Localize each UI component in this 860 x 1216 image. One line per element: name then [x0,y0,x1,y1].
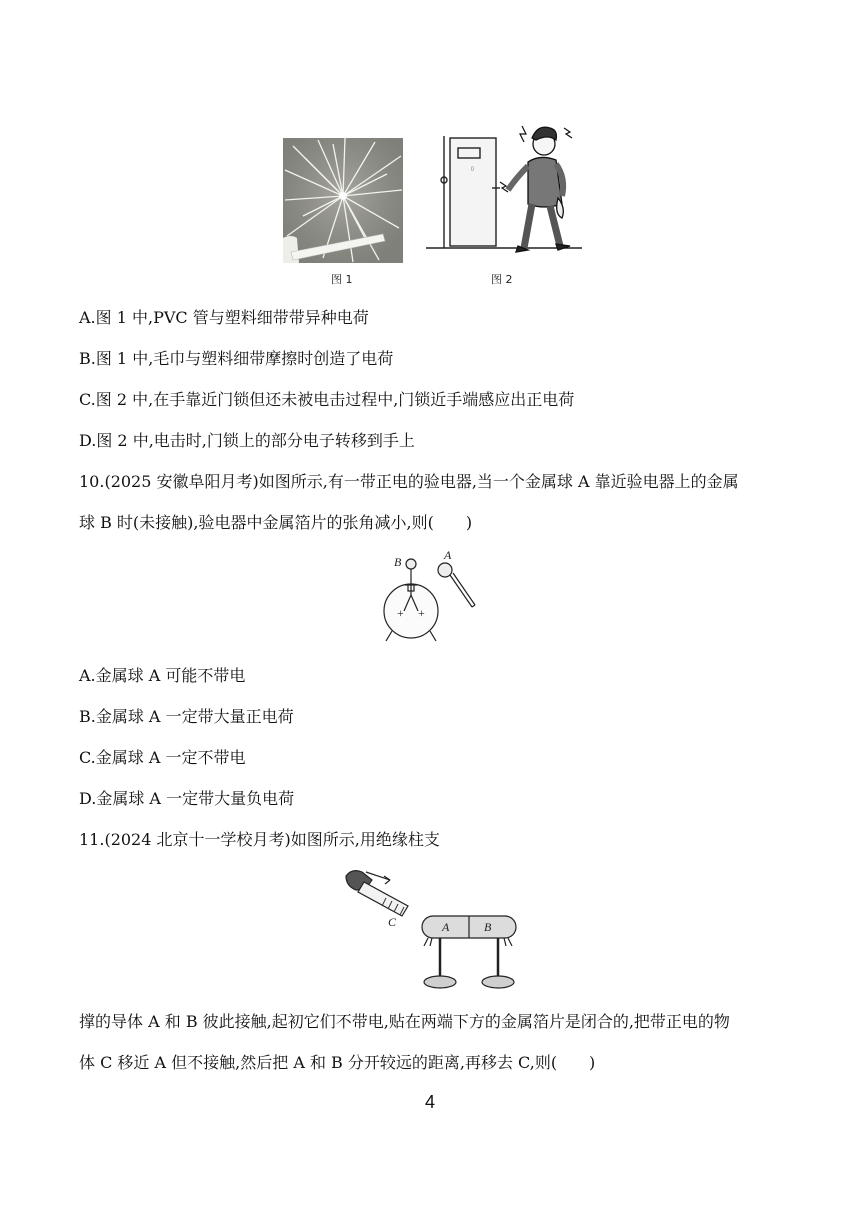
q10-option-a: A.金属球 A 可能不带电 [79,666,246,685]
q10-option-d: D.金属球 A 一定带大量负电荷 [79,789,295,808]
q9-option-a: A.图 1 中,PVC 管与塑料细带带异种电荷 [79,308,369,327]
q9-option-b: B.图 1 中,毛巾与塑料细带摩擦时创造了电荷 [79,349,394,368]
figure-1-caption: 图 1 [331,273,353,286]
q10-stem-line-1: 10.(2025 安徽阜阳月考)如图所示,有一带正电的验电器,当一个金属球 A 靠近验电器上的金属 [79,472,739,491]
rod-label-c: C [388,915,397,929]
q9-option-d: D.图 2 中,电击时,门锁上的部分电子转移到手上 [79,431,415,450]
electroscope-label-a: A [444,551,452,562]
figure-2-illustration [424,118,584,268]
q11-stem-line-2: 撑的导体 A 和 B 彼此接触,起初它们不带电,贴在两端下方的金属箔片是闭合的,把带正电的物 [79,1012,730,1031]
page-number: 4 [424,1092,435,1112]
leaf-plus-right: + [418,606,425,620]
q10-option-c: C.金属球 A 一定不带电 [79,748,246,767]
svg-text:▯: ▯ [471,167,474,172]
conductor-label-b: B [484,920,492,934]
figure-2-caption: 图 2 [491,273,513,286]
electroscope-figure [378,551,482,651]
leaf-plus-left: + [397,606,404,620]
q9-option-c: C.图 2 中,在手靠近门锁但还未被电击过程中,门锁近手端感应出正电荷 [79,390,575,409]
conductor-figure [336,866,532,998]
q10-option-b: B.金属球 A 一定带大量正电荷 [79,707,294,726]
figure-1-photo [283,138,403,263]
q11-stem-line-3: 体 C 移近 A 但不接触,然后把 A 和 B 分开较远的距离,再移去 C,则( ) [79,1053,596,1072]
conductor-label-a: A [442,920,450,934]
q10-stem-line-2: 球 B 时(未接触),验电器中金属箔片的张角减小,则( ) [79,513,473,532]
electroscope-label-b: B [394,555,402,569]
q11-stem-line-1: 11.(2024 北京十一学校月考)如图所示,用绝缘柱支 [79,830,440,849]
